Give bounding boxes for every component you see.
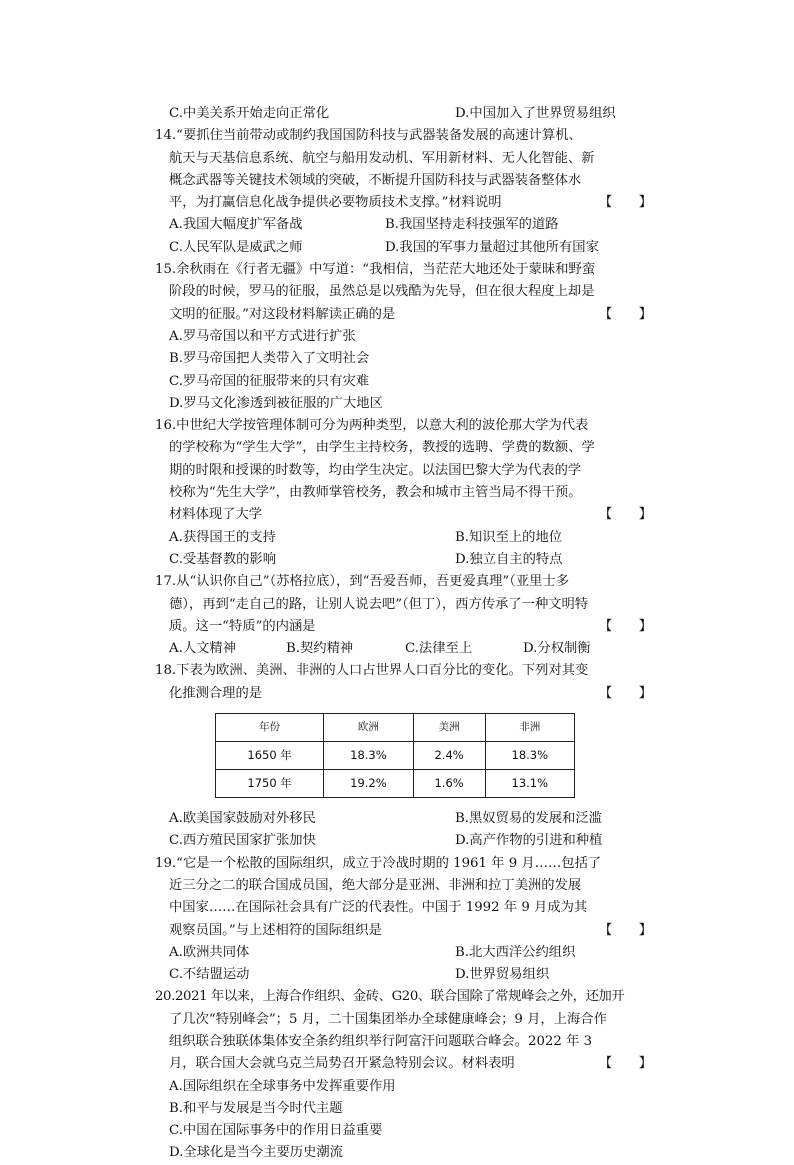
q17-option-b[interactable]: B.契约精神	[286, 641, 354, 657]
q17-option-c[interactable]: C.法律至上	[405, 641, 473, 657]
q20-option-c[interactable]: C.中国在国际事务中的作用日益重要	[169, 1123, 383, 1139]
q14-stem-line: 概念武器等关键技术领域的突破，不断提升国防科技与武器装备整体水	[169, 172, 582, 188]
q14-answer-bracket[interactable]: 【 】	[598, 195, 652, 211]
q18-options-ab	[155, 808, 645, 830]
question-20	[155, 986, 652, 1164]
question-19	[155, 853, 652, 987]
q20-stem-line: 了几次“特别峰会”；5 月，二十国集团举办全球健康峰会；9 月，上海合作	[169, 1011, 607, 1027]
q18-option-b[interactable]: B.黑奴贸易的发展和泛滥	[455, 811, 602, 827]
question-14	[155, 125, 652, 259]
q18-stem-line	[155, 683, 652, 705]
q20-option-b[interactable]: B.和平与发展是当今时代主题	[169, 1100, 343, 1116]
q19-option-d[interactable]: D.世界贸易组织	[455, 967, 550, 983]
q19-option-c[interactable]: C.不结盟运动	[169, 967, 250, 983]
q19-stem-text: 观察员国。”与上述相符的国际组织是	[169, 922, 382, 938]
table-cell: 1750 年	[216, 770, 324, 798]
q19-stem-line: 19.“它是一个松散的国际组织，成立于冷战时期的 1961 年 9 月……包括了	[155, 855, 602, 871]
q15-option-a[interactable]: A.罗马帝国以和平方式进行扩张	[169, 328, 356, 344]
q15-option-c[interactable]: C.罗马帝国的征服带来的只有灾难	[169, 373, 370, 389]
q16-stem-line: 的学校称为“学生大学”，由学生主持校务，教授的选聘、学费的数额、学	[169, 440, 595, 456]
q14-option-b[interactable]: B.我国坚持走科技强军的道路	[385, 217, 559, 233]
q17-stem-line: 17.从“认识你自己”（苏格拉底），到“吾爱吾师，吾更爱真理”（亚里士多	[155, 574, 569, 590]
q16-stem-line: 期的时限和授课的时数等，均由学生决定。以法国巴黎大学为代表的学	[169, 462, 582, 478]
q15-option-b[interactable]: B.罗马帝国把人类带入了文明社会	[169, 351, 370, 367]
q14-option-c[interactable]: C.人民军队是威武之师	[169, 239, 303, 255]
q19-option-b[interactable]: B.北大西洋公约组织	[455, 944, 576, 960]
q19-options-cd	[155, 964, 645, 986]
question-16	[155, 415, 652, 571]
table-cell: 1.6%	[413, 770, 485, 798]
table-header-cell: 欧洲	[324, 714, 413, 742]
q16-stem-line: 16.中世纪大学按管理体制可分为两种类型，以意大利的波伦那大学为代表	[155, 418, 589, 434]
q16-stem-line: 校称为“先生大学”，由教师掌管校务，教会和城市主管当局不得干预。	[169, 485, 582, 501]
q19-stem-line	[155, 920, 652, 942]
q14-options-ab	[155, 214, 645, 236]
q19-option-a[interactable]: A.欧洲共同体	[169, 944, 250, 960]
q16-option-a[interactable]: A.获得国王的支持	[169, 529, 276, 545]
q14-stem-line	[155, 192, 652, 214]
question-17	[155, 571, 652, 660]
q16-options-ab	[155, 527, 645, 549]
q13-option-c[interactable]: C.中美关系开始走向正常化	[169, 106, 330, 121]
q15-stem-line: 阶段的时候，罗马的征服，虽然总是以残酷为先导，但在很大程度上却是	[169, 284, 595, 300]
q20-stem-line	[155, 1053, 652, 1075]
table-row	[216, 742, 575, 770]
question-15	[155, 259, 652, 415]
q20-option-a[interactable]: A.国际组织在全球事务中发挥重要作用	[169, 1078, 396, 1094]
table-row	[216, 770, 575, 798]
table-header-cell: 年份	[216, 714, 324, 742]
q14-stem-text: 平，为打赢信息化战争提供必要物质技术支撑。”材料说明	[169, 195, 502, 211]
q14-options-cd	[155, 237, 645, 259]
q15-option-d[interactable]: D.罗马文化渗透到被征服的广大地区	[169, 395, 383, 411]
q16-option-c[interactable]: C.受基督教的影响	[169, 551, 277, 567]
q16-stem-text: 材料体现了大学	[169, 507, 263, 523]
q14-option-d[interactable]: D.我国的军事力量超过其他所有国家	[385, 239, 599, 255]
q17-option-d[interactable]: D.分权制衡	[523, 641, 591, 657]
q16-stem-line	[155, 504, 652, 526]
q20-stem-line: 组织联合独联体集体安全条约组织举行阿富汗问题联合峰会。2022 年 3	[169, 1033, 593, 1049]
q19-answer-bracket[interactable]: 【 】	[598, 922, 652, 938]
q17-stem-line: 德），再到“走自己的路，让别人说去吧”（但丁），西方传承了一种文明特	[169, 596, 589, 612]
q17-stem-text: 质。这一“特质”的内涵是	[169, 618, 316, 634]
q15-stem-line: 15.余秋雨在《行者无疆》中写道：“我相信，当茫茫大地还处于蒙昧和野蛮	[155, 262, 596, 278]
table-cell: 1650 年	[216, 742, 324, 770]
q18-option-c[interactable]: C.西方殖民国家扩张加快	[169, 833, 316, 849]
table-cell: 19.2%	[324, 770, 413, 798]
q20-stem-text: 月，联合国大会就乌克兰局势召开紧急特别会议。材料表明	[169, 1056, 515, 1072]
exam-page	[155, 103, 652, 1165]
q18-option-d[interactable]: D.高产作物的引进和种植	[455, 833, 603, 849]
table-cell: 18.3%	[324, 742, 413, 770]
table-header-cell: 非洲	[485, 714, 574, 742]
q19-stem-line: 近三分之二的联合国成员国，绝大部分是亚洲、非洲和拉丁美洲的发展	[169, 877, 582, 893]
q18-stem-line: 18.下表为欧洲、美洲、非洲的人口占世界人口百分比的变化。下列对其变	[155, 663, 589, 679]
q15-answer-bracket[interactable]: 【 】	[598, 306, 652, 322]
q20-answer-bracket[interactable]: 【 】	[598, 1056, 652, 1072]
q19-stem-line: 中国家……在国际社会具有广泛的代表性。中国于 1992 年 9 月成为其	[169, 900, 588, 916]
table-cell: 13.1%	[485, 770, 574, 798]
q17-options	[155, 638, 645, 660]
q17-answer-bracket[interactable]: 【 】	[598, 618, 652, 634]
q13-options-cd	[155, 103, 645, 125]
q16-option-b[interactable]: B.知识至上的地位	[455, 529, 563, 545]
q17-stem-line	[155, 616, 652, 638]
table-cell: 18.3%	[485, 742, 574, 770]
q18-options-cd	[155, 830, 645, 852]
table-header-row	[216, 714, 575, 742]
q20-stem-line: 20.2021 年以来，上海合作组织、金砖、G20、联合国除了常规峰会之外，还加开	[155, 989, 625, 1005]
table-header-cell: 美洲	[413, 714, 485, 742]
q16-options-cd	[155, 549, 645, 571]
q15-stem-line	[155, 304, 652, 326]
q19-options-ab	[155, 942, 645, 964]
q20-option-d[interactable]: D.全球化是当今主要历史潮流	[169, 1145, 343, 1161]
q16-answer-bracket[interactable]: 【 】	[598, 507, 652, 523]
q14-stem-line: 14.“要抓住当前带动或制约我国国防科技与武器装备发展的高速计算机、	[155, 128, 582, 144]
q17-option-a[interactable]: A.人文精神	[169, 641, 237, 657]
q14-stem-line: 航天与天基信息系统、航空与船用发动机、军用新材料、无人化智能、新	[169, 150, 595, 166]
q15-stem-text: 文明的征服。”对这段材料解读正确的是	[169, 306, 396, 322]
q18-stem-text: 化推测合理的是	[169, 685, 263, 701]
question-18	[155, 660, 652, 852]
table-cell: 2.4%	[413, 742, 485, 770]
population-table	[215, 713, 575, 798]
q16-option-d[interactable]: D.独立自主的特点	[455, 551, 563, 567]
q18-answer-bracket[interactable]: 【 】	[598, 685, 652, 701]
q13-option-d[interactable]: D.中国加入了世界贸易组织	[455, 106, 616, 121]
q18-option-a[interactable]: A.欧美国家鼓励对外移民	[169, 811, 316, 827]
q14-option-a[interactable]: A.我国大幅度扩军备战	[169, 217, 303, 233]
